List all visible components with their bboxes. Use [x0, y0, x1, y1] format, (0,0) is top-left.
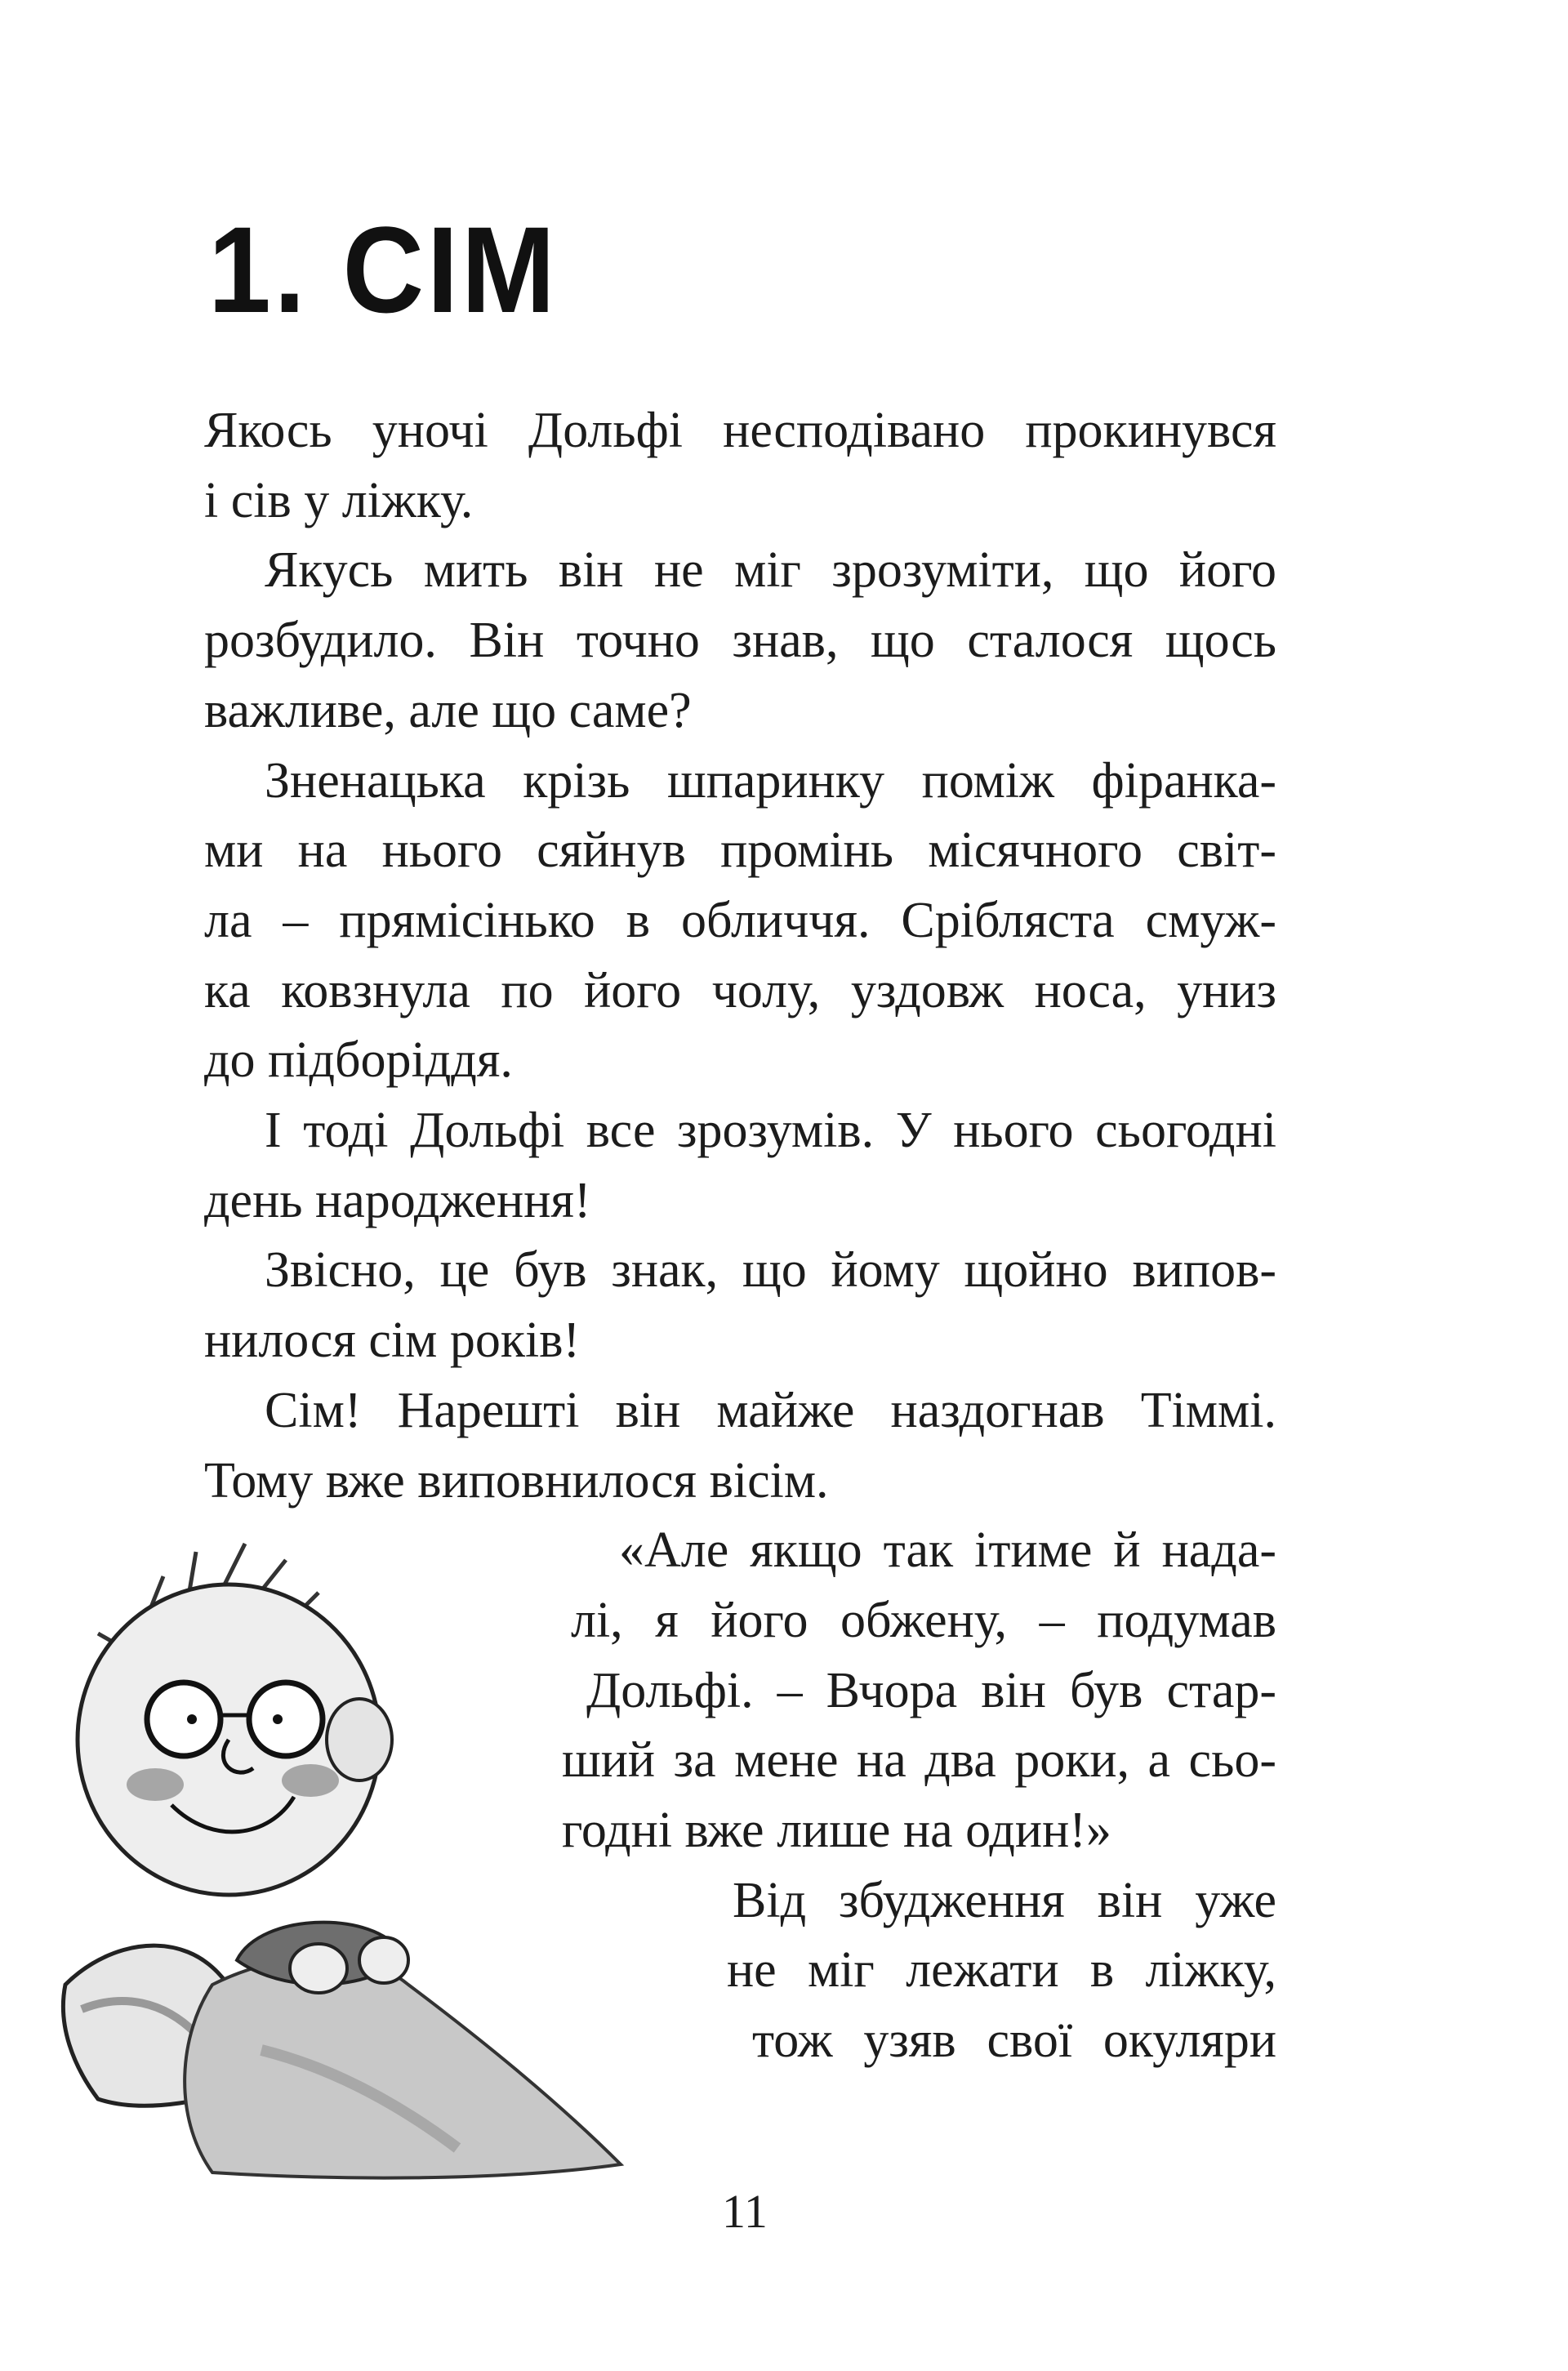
- text-line: нилося сім років!: [204, 1313, 581, 1369]
- page-number: 11: [722, 2185, 768, 2238]
- chapter-title: 1. СІМ: [208, 201, 559, 338]
- text-line: Тому вже виповнилося вісім.: [204, 1452, 829, 1509]
- text-line: Якось уночі Дольфі несподівано прокинувся: [204, 403, 1276, 458]
- text-line: Дольфі. – Вчора він був стар-: [586, 1662, 1276, 1718]
- text-line: Якусь мить він не міг зрозуміти, що його: [265, 542, 1276, 599]
- text-line: важливе, але що саме?: [204, 682, 692, 738]
- text-line: І тоді Дольфі все зрозумів. У нього сьогодні: [265, 1103, 1276, 1158]
- text-line: Від збудження він уже: [733, 1872, 1276, 1928]
- boy-in-bed-illustration: [49, 1527, 702, 2181]
- boy-head: [78, 1544, 392, 1895]
- text-line: ка ковзнула по його чолу, уздовж носа, униз: [204, 962, 1276, 1018]
- text-line: ми на нього сяйнув промінь місячного світ-: [204, 822, 1276, 879]
- blanket: [185, 1957, 621, 2177]
- text-line: день народження!: [204, 1172, 591, 1228]
- text-line: «Але якщо так ітиме й нада-: [619, 1522, 1276, 1579]
- text-line: до підборіддя.: [204, 1032, 513, 1089]
- text-line: тож узяв свої окуляри: [752, 2012, 1276, 2069]
- text-line: не міг лежати в ліжку,: [727, 1942, 1276, 1999]
- text-line: розбудило. Він точно знав, що сталося щось: [204, 613, 1276, 669]
- text-line: ший за мене на два роки, а сьо-: [562, 1732, 1276, 1789]
- text-line: Сім! Нарешті він майже наздогнав Тіммі.: [265, 1382, 1276, 1438]
- text-line: і сів у ліжку.: [204, 472, 474, 528]
- text-line: лі, я його обжену, – подумав: [571, 1592, 1276, 1648]
- text-line: ла – прямісінько в обличчя. Сріблястa смуж-: [204, 892, 1276, 948]
- text-line: Зненацька крізь шпаринку поміж фіранка-: [265, 752, 1276, 809]
- text-line: Звісно, це був знак, що йому щойно випов-: [265, 1242, 1276, 1299]
- text-line: годні вже лише на один!»: [562, 1803, 1111, 1858]
